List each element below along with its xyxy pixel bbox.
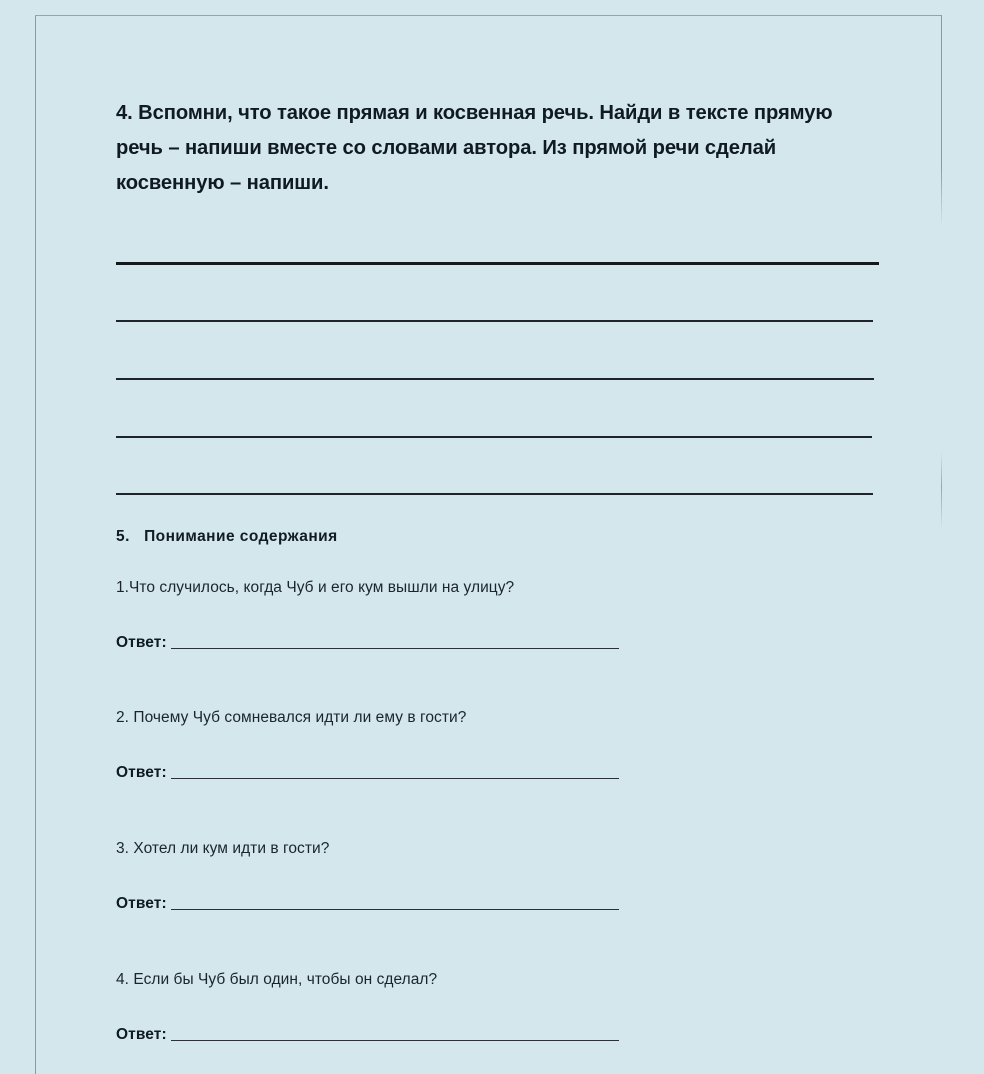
page-border-left	[35, 15, 36, 1074]
answer-input-line[interactable]	[171, 648, 619, 650]
page-border-right-upper	[941, 15, 942, 227]
task-4-heading: 4. Вспомни, что такое прямая и косвенная речь. Найди в тексте прямую речь – напиши вместе со словами автора. Из прямой речи сделай косвенную – напиши.	[116, 101, 833, 194]
question-block-1	[116, 578, 736, 651]
question-text: 4. Если бы Чуб был один, чтобы он сделал?	[116, 971, 438, 988]
section-5-heading: 5. Понимание содержания	[116, 528, 338, 545]
answer-row	[116, 635, 736, 651]
writing-line[interactable]	[116, 436, 872, 438]
answer-input-line[interactable]	[171, 1040, 619, 1042]
writing-line[interactable]	[116, 378, 874, 380]
writing-line[interactable]	[116, 493, 873, 495]
question-text: 3. Хотел ли кум идти в гости?	[116, 840, 330, 857]
question-block-3	[116, 839, 736, 912]
answer-input-line[interactable]	[171, 909, 619, 911]
question-block-4	[116, 970, 736, 1043]
answer-row	[116, 765, 736, 781]
question-block-2	[116, 708, 736, 781]
writing-line[interactable]	[116, 320, 873, 322]
answer-row	[116, 1027, 736, 1043]
answer-label: Ответ:	[116, 764, 167, 781]
answer-row	[116, 896, 736, 912]
page-border-right-lower	[941, 452, 942, 530]
answer-label: Ответ:	[116, 895, 167, 912]
answer-label: Ответ:	[116, 1026, 167, 1043]
question-text: 1.Что случилось, когда Чуб и его кум вышли на улицу?	[116, 579, 515, 596]
page-border-top	[35, 15, 942, 16]
writing-line[interactable]	[116, 262, 879, 265]
question-text: 2. Почему Чуб сомневался идти ли ему в гости?	[116, 709, 467, 726]
answer-input-line[interactable]	[171, 778, 619, 780]
answer-label: Ответ:	[116, 634, 167, 651]
